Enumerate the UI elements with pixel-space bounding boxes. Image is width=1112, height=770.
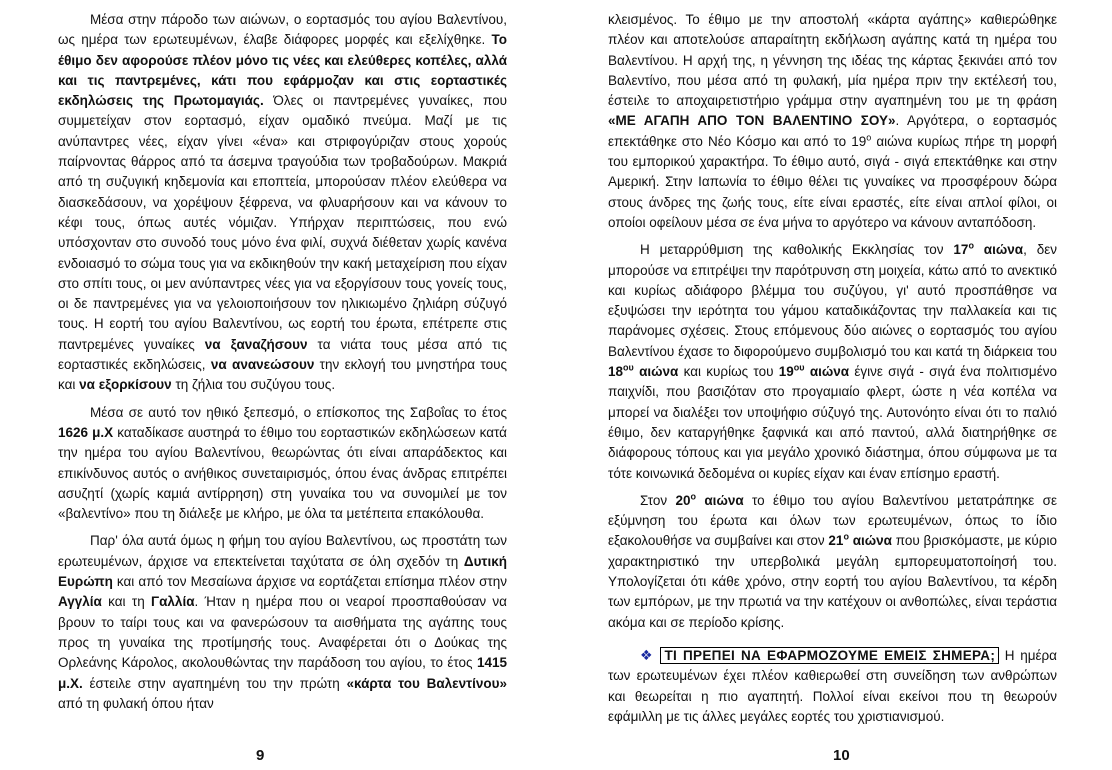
text-run: και από τον Μεσαίωνα άρχισε να εορτάζεται επίσημα πλέον στην — [112, 574, 507, 590]
superscript: ου — [793, 362, 805, 373]
bold-run: 1415 μ.Χ. — [58, 655, 507, 691]
bold-run: αιώνα — [696, 492, 744, 508]
bold-run: Γαλλία — [151, 594, 195, 610]
text-run: Η ημέρα των ερωτευμένων έχει πλέον καθιερωθεί στη συνείδηση των ανθρώπων και θεωρείται η πιο αγαπητή. Πολλοί είναι εκείνοι που τη θεωρούν εφάμιλλη με τις άλλες μεγάλες εορτές του χριστιανισμού. — [608, 647, 1057, 724]
bold-run: 20 — [675, 492, 691, 508]
bold-run: 19 — [778, 364, 794, 380]
text-run: από τη φυλακή όπου ήταν — [58, 695, 214, 711]
right-page — [608, 10, 1057, 734]
text-run: Όλες οι παντρεμένες γυναίκες, που συμμετείχαν στον εορτασμό, είχαν ομαδικό πνεύμα. Μαζί με τις ανύπαντρες νέες, είχαν γίνει «ένα» και στριφογύριζαν στους χορούς παίρνοντας θάρρος από τα άσεμνα τραγούδια των τροβαδούρων. Μακριά από τη συζυγική κηδεμονία και εποπτεία, μπορούσαν πλέον ελεύθερα να διασκεδάσουν, να χορέψουν ξέφρενα, να φλυαρήσουν και να κάνουν το κέφι τους, όπως αυτές νόμιζαν. Υπήρχαν περιπτώσεις, που ενώ υπόσχονταν στο συνοδό τους μόνο ένα φιλί, συχνά διέθεταν χωρίς κανένα ενδοιασμό το σώμα τους για να εκδικηθούν την κακή μεταχείριση που είχαν στο σπίτι τους, οι μεν ανύπαντρες νέες για να εξοργίσουν τους γονείς τους, οι δε παντρεμένες για να γελοιοποιήσουν τον ηλικιωμένο ζηλιάρη σύζυγό τους. Η εορτή του αγίου Βαλεντίνου, ως εορτή του έρωτα, επέτρεπε στις παντρεμένες γυναίκες — [58, 93, 507, 352]
text-run: . Ήταν η ημέρα που οι νεαροί προσπαθούσαν να βρουν το ταίρι τους και να φανερώσουν τα αισθήματα της αγάπης τους προς τη γυναίκα της προτίμησής τους. Αναφέρεται ότι ο Δούκας της Ορλεάνης Κάρολος, ακολουθώντας την παράδοση του αγίου, το έτος — [58, 594, 507, 671]
superscript: ο — [968, 240, 974, 251]
text-run: Στον — [640, 492, 676, 508]
bold-run: «ΜΕ ΑΓΑΠΗ ΑΠΟ ΤΟΝ ΒΑΛΕΝΤΙΝΟ ΣΟΥ» — [608, 113, 896, 129]
text-run: που βρισκόμαστε, με κύριο χαρακτηριστικό την υπερβολικά μεγάλη εμπορευματοποίησή του. Υπολογίζεται ότι κάθε χρόνο, στην εορτή του αγίου Βαλεντίνου, τα κέρδη των εμπόρων, με την πρωτιά να την κατέχουν οι ανθοπώλες, είναι τεράστια ακόμα και σε περίοδο κρίσης. — [608, 533, 1057, 630]
text-run: καταδίκασε αυστηρά το έθιμο του εορταστικών εκδηλώσεων κατά την ημέρα του αγίου Βαλεντίνου, θεωρώντας ότι είναι απαράδεκτος και επικίνδυνος αυτός ο ανήθικος συνεταιρισμός, όπου ένας άνδρας επιτρέπει ασυζητί (χωρίς καμιά αντίρρηση) στη γυναίκα του να συνομιλεί με τον «βαλεντίνο» που τη διάλεξε με κλήρο, με όλα τα μετέπειτα επακόλουθα. — [58, 424, 507, 522]
bold-run: να ξαναζήσουν — [204, 336, 308, 352]
text-run: τα νιάτα τους μέσα από τις εορταστικές εκδηλώσεις, — [58, 336, 508, 373]
bold-run: «κάρτα του Βαλεντίνου» — [346, 675, 507, 691]
text-run: αιώνα κυρίως πήρε τη μορφή του εμπορικού χαρακτήρα. Το έθιμο αυτό, σιγά - σιγά επεκτάθηκε και στην Αμερική. Στην Ιαπωνία το έθιμο θέλει τις γυναίκες να προσφέρουν δώρα στους άνδρες της ζωής τους, είτε είναι εραστές, είτε είναι απλοί φίλοι, οι οποίοι οφείλουν μέσα σε ένα μήνα το αργότερο να κάνουν ανταπόδοση. — [608, 133, 1057, 230]
bold-run: αιώνα — [973, 242, 1024, 258]
superscript: ου — [623, 362, 634, 373]
right-paragraph-3 — [608, 491, 1057, 633]
bold-run: να ανανεώσουν — [210, 357, 315, 373]
text-run: και τη — [101, 594, 152, 610]
bold-run: Αγγλία — [58, 594, 102, 610]
text-run: Παρ' όλα αυτά όμως η φήμη του αγίου Βαλεντίνου, ως προστάτη των ερωτευμένων, άρχισε να επεκτείνεται ταχύτατα σε όλη σχεδόν τη — [58, 533, 507, 569]
left-paragraph-1 — [58, 10, 507, 396]
text-run: Μέσα σε αυτό τον ηθικό ξεπεσμό, ο επίσκοπος της Σαβοΐας το έτος — [90, 404, 507, 420]
text-run: έγινε σιγά - σιγά ένα πολιτισμένο παιχνίδι, που βασιζόταν στο προγαμιαίο φλερτ, ώστε η νέα κοπέλα να μπορεί να διαλέξει τον υποψήφιο σύζυγό της. Αυτονόητο είναι ότι το παλιό έθιμο, δεν καταργήθηκε ξαφνικά και από παντού, αλλά διατηρήθηκε σε διάφορους τόπους και για μεγάλο χρονικό διάστημα, όπου σύμφωνα με τα τότε κοινωνικά δεδομένα οι κυρίες είχαν και έναν επίσημο εραστή. — [608, 364, 1057, 481]
bold-run: να εξορκίσουν — [79, 377, 172, 393]
bold-run: Δυτική Ευρώπη — [58, 553, 507, 590]
superscript: ο — [843, 531, 849, 542]
bold-run: αιώνα — [804, 364, 850, 380]
text-run: το έθιμο του αγίου Βαλεντίνου μετατράπηκε σε εξύμνηση του έρωτα και όλων των ερωτευμένων, όπως το ίδιο εξακολουθήσε να συμβαίνει και στον — [608, 492, 1058, 549]
right-paragraph-1 — [608, 10, 1057, 233]
text-run: κλεισμένος. Το έθιμο με την αποστολή «κάρτα αγάπης» καθιερώθηκε πλέον και αποτελούσε απαραίτητη εκδήλωση αγάπης κατά τη ημέρα του Βαλεντίνου. Η αρχή της, η γέννηση της ιδέας της κάρτας ξεκινάει από τον Βαλεντίνο, που μέσα από τη φυλακή, μία ημέρα πριν την εκτέλεσή του, έστειλε το αποχαιρετιστήριο γράμμα στην αγαπημένη του με τη φράση — [608, 12, 1057, 109]
right-paragraph-2 — [608, 240, 1057, 484]
text-run: Μέσα στην πάροδο των αιώνων, ο εορτασμός του αγίου Βαλεντίνου, ως ημέρα των ερωτευμένων, έλαβε διάφορες μορφές και εξελίχθηκε. — [58, 12, 507, 48]
left-paragraph-2 — [58, 403, 507, 525]
bold-run: 17 — [953, 242, 969, 258]
page-number-left: 9 — [256, 747, 265, 764]
text-run: την εκλογή του μνηστήρα τους και — [58, 357, 507, 393]
left-paragraph-3 — [58, 531, 507, 714]
bold-run: 21 — [828, 533, 844, 549]
bold-run: αιώνα — [848, 533, 892, 549]
text-run: τη ζήλια του συζύγου τους. — [171, 377, 336, 393]
text-run: Η μεταρρύθμιση της καθολικής Εκκλησίας τον — [640, 242, 954, 258]
bold-run: αιώνα — [633, 364, 679, 380]
text-run: και κυρίως του — [678, 364, 779, 380]
text-run: . Αργότερα, ο εορτασμός επεκτάθηκε στο Νέο Κόσμο και από το 19 — [608, 113, 1057, 149]
bold-run: Το έθιμο δεν αφορούσε πλέον μόνο τις νέες και ελεύθερες κοπέλες, αλλά και τις παντρεμένες, κάτι που εφάρμοζαν και στις εορταστικές εκδηλώσεις της Πρωτομαγιάς. — [58, 32, 507, 109]
text-run: έστειλε στην αγαπημένη του την πρώτη — [82, 675, 347, 691]
superscript: ο — [866, 132, 872, 143]
right-paragraph-4 — [608, 645, 1057, 727]
bold-run: 18 — [608, 364, 624, 380]
section-heading: ΤΙ ΠΡΕΠΕΙ ΝΑ ΕΦΑΡΜΟΖΟΥΜΕ ΕΜΕΙΣ ΣΗΜΕΡΑ; — [660, 647, 999, 664]
diamond-bullet-icon: ❖ — [640, 646, 655, 663]
bold-run: 1626 μ.Χ — [58, 424, 114, 440]
page-number-right: 10 — [833, 747, 850, 764]
left-page — [58, 10, 507, 721]
superscript: ο — [690, 491, 697, 502]
text-run: , δεν μπορούσε να επιτρέψει την παρότρυνση στη μοιχεία, κάτω από το ανεκτικό και κυρίως αδιάφορο βλέμμα του συζύγου, γι' αυτό προσπάθησε να εξυψώσει την ιερότητα του γάμου καταδικάζοντας την παλλακεία και τις παράνομες σχέσεις. Στους επόμενους δύο αιώνες ο εορτασμός του αγίου Βαλεντίνου έχασε το διφορούμενο συμβολισμό του και κατά τη διάρκεια του — [608, 242, 1057, 359]
